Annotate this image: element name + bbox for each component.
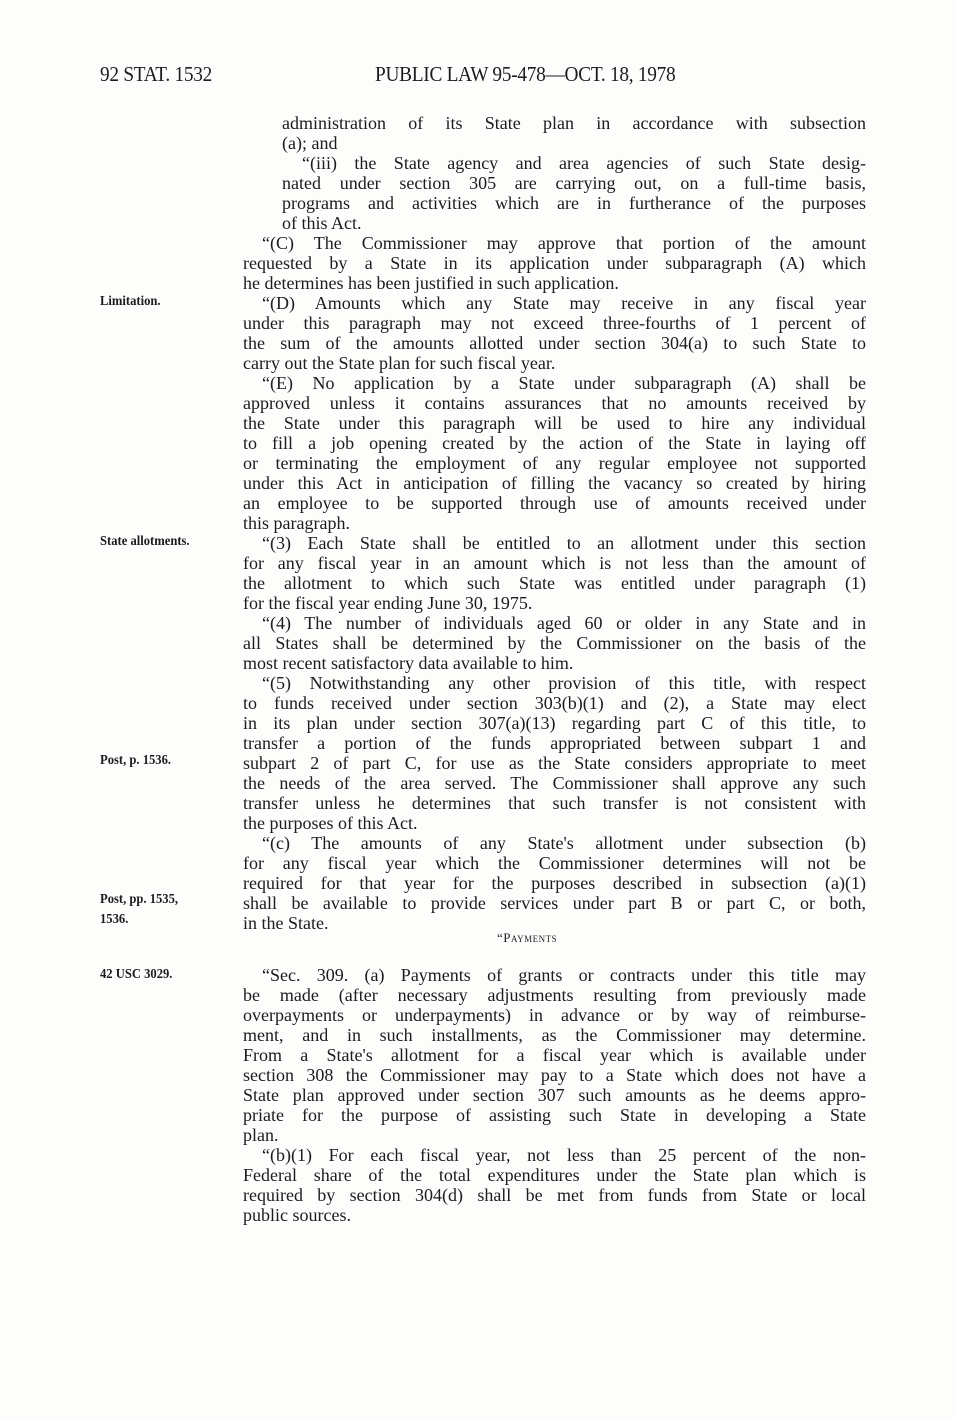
text-line: State plan approved under section 307 such amounts as he deems appro- <box>243 1085 866 1105</box>
text-line: or terminating the employment of any regular employee not supported <box>243 453 866 473</box>
text-line: “(b)(1) For each fiscal year, not less than 25 percent of the non- <box>262 1145 866 1165</box>
margin-note-post-1535-1536: Post, pp. 1535, 1536. <box>100 892 179 927</box>
text-line: administration of its State plan in accordance with subsection <box>282 113 866 133</box>
text-line: priate for the purpose of assisting such State in developing a State <box>243 1105 866 1125</box>
text-line: be made (after necessary adjustments resulting from previously made <box>243 985 866 1005</box>
text-line: From a State's allotment for a fiscal year which is available under <box>243 1045 866 1065</box>
text-line: “(4) The number of individuals aged 60 or older in any State and in <box>262 613 866 633</box>
text-line: “(E) No application by a State under subparagraph (A) shall be <box>262 373 866 393</box>
section-heading-payments: “Payments <box>497 930 558 945</box>
text-line: approved unless it contains assurances that no amounts received by <box>243 393 866 413</box>
text-line: (a); and <box>282 133 338 153</box>
text-line: this paragraph. <box>243 513 350 533</box>
text-line: for any fiscal year in an amount which is not less than the amount of <box>243 553 866 573</box>
text-line: all States shall be determined by the Commissioner on the basis of the <box>243 633 866 653</box>
text-line: “(5) Notwithstanding any other provision of this title, with respect <box>262 673 866 693</box>
text-line: the State under this paragraph will be used to hire any individual <box>243 413 866 433</box>
text-line: for the fiscal year ending June 30, 1975. <box>243 593 533 613</box>
text-line: “(D) Amounts which any State may receive in any fiscal year <box>262 293 866 313</box>
text-line: in its plan under section 307(a)(13) regarding part C of this title, to <box>243 713 866 733</box>
text-line: public sources. <box>243 1205 351 1225</box>
text-line: shall be available to provide services under part B or part C, or both, <box>243 893 866 913</box>
text-line: “(C) The Commissioner may approve that portion of the amount <box>262 233 866 253</box>
text-line: the allotment to which such State was entitled under paragraph (1) <box>243 573 866 593</box>
text-line: of this Act. <box>282 213 362 233</box>
text-line: transfer unless he determines that such transfer is not consistent with <box>243 793 866 813</box>
text-line: programs and activities which are in furtherance of the purposes <box>282 193 866 213</box>
text-line: most recent satisfactory data available to him. <box>243 653 574 673</box>
page-stat-number: 92 STAT. 1532 <box>100 62 213 86</box>
margin-note-post-1536: Post, p. 1536. <box>100 753 172 768</box>
text-line: ment, and in such installments, as the Commissioner may determine. <box>243 1025 866 1045</box>
text-line: to fill a job opening created by the action of the State in laying off <box>243 433 866 453</box>
text-line: Federal share of the total expenditures under the State plan which is <box>243 1165 866 1185</box>
text-line: “(3) Each State shall be entitled to an allotment under this section <box>262 533 866 553</box>
text-line: required for that year for the purposes described in subsection (a)(1) <box>243 873 866 893</box>
text-line: in the State. <box>243 913 329 933</box>
text-line: he determines has been justified in such application. <box>243 273 619 293</box>
margin-note-usc-citation: 42 USC 3029. <box>100 967 173 982</box>
text-line: “(iii) the State agency and area agencies of such State desig- <box>302 153 866 173</box>
text-line: to funds received under section 303(b)(1) and (2), a State may elect <box>243 693 866 713</box>
text-line: required by section 304(d) shall be met from funds from State or local <box>243 1185 866 1205</box>
text-line: transfer a portion of the funds appropriated between subpart 1 and <box>243 733 866 753</box>
text-line: requested by a State in its application under subparagraph (A) which <box>243 253 866 273</box>
text-line: subpart 2 of part C, for use as the State considers appropriate to meet <box>243 753 866 773</box>
text-line: the sum of the amounts allotted under section 304(a) to such State to <box>243 333 866 353</box>
text-line: “(c) The amounts of any State's allotment under subsection (b) <box>262 833 866 853</box>
text-line: under this Act in anticipation of filling the vacancy so created by hiring <box>243 473 866 493</box>
text-line: carry out the State plan for such fiscal year. <box>243 353 556 373</box>
text-line: the purposes of this Act. <box>243 813 418 833</box>
margin-note-state-allotments: State allotments. <box>100 534 190 549</box>
text-line: section 308 the Commissioner may pay to a State which does not have a <box>243 1065 866 1085</box>
text-line: for any fiscal year which the Commissioner determines will not be <box>243 853 866 873</box>
margin-note-limitation: Limitation. <box>100 294 161 309</box>
text-line: “Sec. 309. (a) Payments of grants or contracts under this title may <box>262 965 866 985</box>
text-line: nated under section 305 are carrying out, on a full-time basis, <box>282 173 866 193</box>
text-line: under this paragraph may not exceed three-fourths of 1 percent of <box>243 313 866 333</box>
text-line: the needs of the area served. The Commissioner shall approve any such <box>243 773 866 793</box>
running-title: PUBLIC LAW 95-478—OCT. 18, 1978 <box>375 62 676 86</box>
text-line: plan. <box>243 1125 279 1145</box>
text-line: an employee to be supported through use of amounts received under <box>243 493 866 513</box>
text-line: overpayments or underpayments) in advance or by way of reimburse- <box>243 1005 866 1025</box>
